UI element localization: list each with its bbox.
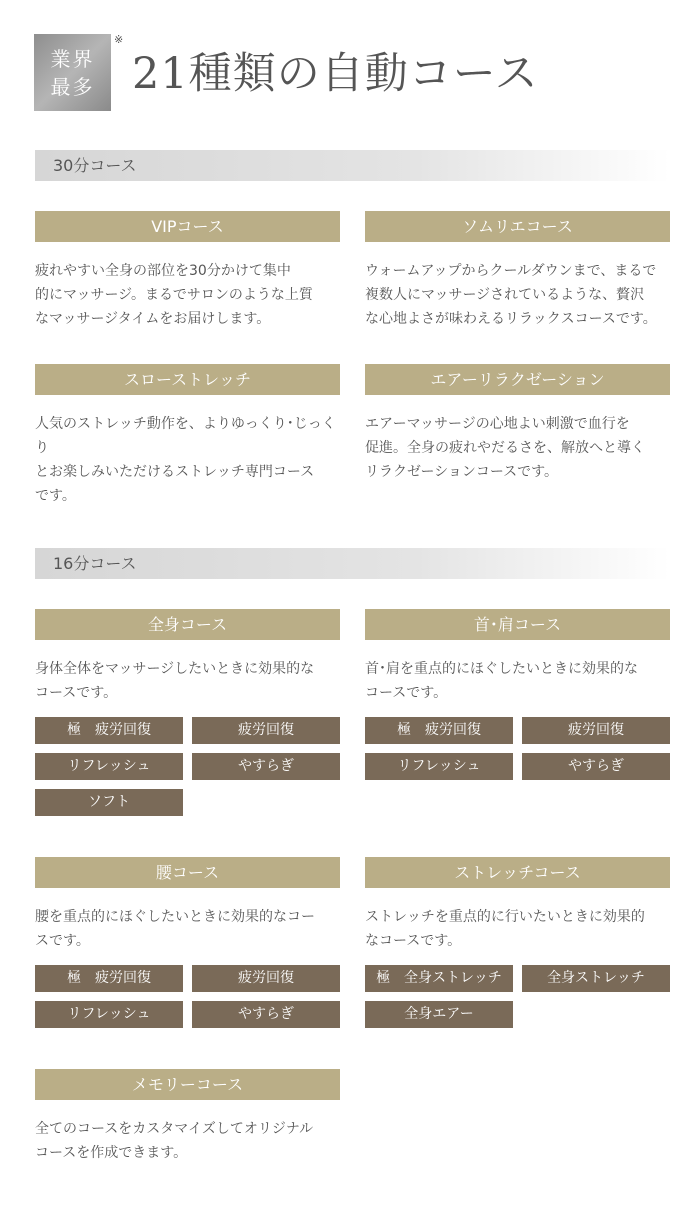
- mode-tag: ソフト: [35, 789, 183, 816]
- footnote-mark: ※: [114, 33, 124, 46]
- course-title: VIPコース: [35, 211, 340, 242]
- course-description: ウォームアップからクールダウンまで、まるで 複数人にマッサージされているような、贅沢 な心地よさが味わえるリラックスコースです。: [365, 263, 657, 327]
- course-description: 首･肩を重点的にほぐしたいときに効果的な コースです。: [365, 661, 638, 701]
- course-description: 疲れやすい全身の部位を30分かけて集中 的にマッサージ。まるでサロンのような上質 なマッサージタイムをお届けします。: [35, 263, 313, 327]
- mode-tag: 全身エアー: [365, 1001, 513, 1028]
- mode-tag: やすらぎ: [192, 1001, 340, 1028]
- mode-tag: 極 全身ストレッチ: [365, 965, 513, 992]
- course-slow-stretch: [35, 364, 340, 508]
- course-title: 全身コース: [35, 609, 340, 640]
- course-title: ソムリエコース: [365, 211, 670, 242]
- course-title: 首･肩コース: [365, 609, 670, 640]
- mode-tag: 極 疲労回復: [365, 717, 513, 744]
- industry-most-badge: [34, 34, 111, 111]
- badge-line-2: 最多: [50, 74, 95, 99]
- course-neck-shoulder: [365, 609, 670, 774]
- mode-tag: 全身ストレッチ: [522, 965, 670, 992]
- course-description: 腰を重点的にほぐしたいときに効果的なコー スです。: [35, 909, 315, 949]
- course-description: 人気のストレッチ動作を、よりゆっくり･じっくり とお楽しみいただけるストレッチ専門コース です。: [35, 416, 336, 504]
- course-title: メモリーコース: [35, 1069, 340, 1100]
- course-title: 腰コース: [35, 857, 340, 888]
- course-description: 全てのコースをカスタマイズしてオリジナル コースを作成できます。: [35, 1121, 314, 1161]
- page-title: 21種類の自動コース: [132, 49, 539, 99]
- badge-line-1: 業界: [50, 46, 95, 71]
- course-title: スローストレッチ: [35, 364, 340, 395]
- course-sommelier: [365, 211, 670, 331]
- mode-tag: リフレッシュ: [35, 1001, 183, 1028]
- course-title: エアーリラクゼーション: [365, 364, 670, 395]
- mode-tag: リフレッシュ: [365, 753, 513, 780]
- mode-tag: 疲労回復: [192, 717, 340, 744]
- section-header-30min: 30分コース: [35, 150, 670, 181]
- course-vip: [35, 211, 340, 331]
- course-memory: [35, 1069, 340, 1165]
- mode-tag: 極 疲労回復: [35, 965, 183, 992]
- course-title: ストレッチコース: [365, 857, 670, 888]
- mode-tag: やすらぎ: [192, 753, 340, 780]
- course-air-relaxation: [365, 364, 670, 484]
- mode-tag: 極 疲労回復: [35, 717, 183, 744]
- section-header-16min: 16分コース: [35, 548, 670, 579]
- course-waist: [35, 857, 340, 1022]
- course-description: エアーマッサージの心地よい刺激で血行を 促進。全身の疲れやだるさを、解放へと導く リラクゼーションコースです。: [365, 416, 645, 480]
- course-full-body: [35, 609, 340, 810]
- course-description: ストレッチを重点的に行いたいときに効果的 なコースです。: [365, 909, 645, 949]
- mode-tag: やすらぎ: [522, 753, 670, 780]
- course-stretch: [365, 857, 670, 1022]
- mode-tag: リフレッシュ: [35, 753, 183, 780]
- mode-tag: 疲労回復: [522, 717, 670, 744]
- mode-tag: 疲労回復: [192, 965, 340, 992]
- course-description: 身体全体をマッサージしたいときに効果的な コースです。: [35, 661, 315, 701]
